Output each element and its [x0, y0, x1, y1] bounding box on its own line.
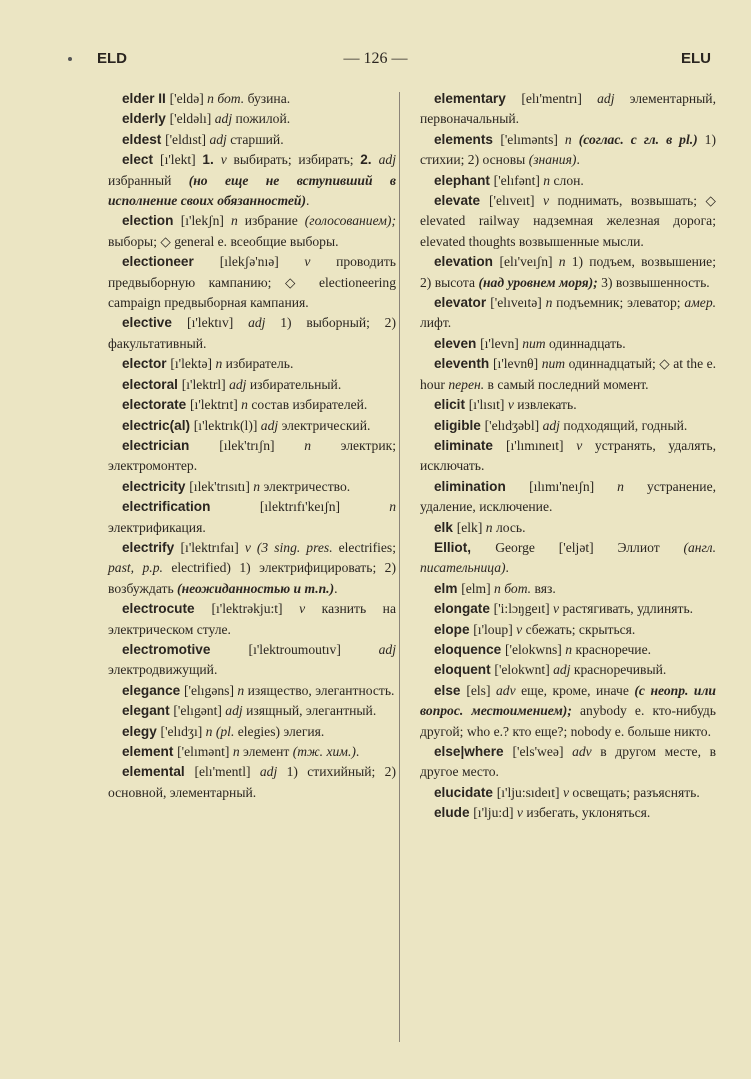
entry-text: n	[237, 682, 248, 698]
entry-text: [ı'levnθ]	[493, 356, 542, 372]
entry-text: [ı'lısıt]	[468, 397, 508, 413]
entry-text: adj	[248, 315, 281, 331]
entry-text: [ı'loup]	[473, 621, 517, 637]
dictionary-entry	[108, 354, 396, 374]
entry-text: [els]	[466, 682, 496, 698]
left-guide-word: ELD	[97, 50, 127, 67]
entry-text: [ı'lektıv]	[187, 315, 249, 331]
dictionary-entry	[420, 640, 716, 660]
entry-text: лифт.	[420, 315, 452, 331]
entry-text: старший.	[230, 131, 284, 147]
entry-text: v	[576, 437, 595, 453]
entry-text: [ı'lektrl]	[181, 376, 230, 392]
entry-text: (голосованием);	[304, 213, 396, 229]
entry-text: ['elıdʒı]	[160, 723, 206, 739]
entry-text: ['elıgəns]	[183, 682, 238, 698]
entry-text: ['elımənt]	[177, 744, 233, 759]
dictionary-entry	[108, 701, 396, 721]
entry-text: подходящий, годный.	[563, 417, 688, 433]
dictionary-entry	[108, 375, 396, 395]
dictionary-entry	[108, 436, 396, 477]
headword: elephant	[434, 172, 494, 188]
entry-text: v	[553, 601, 563, 617]
headword: elimination	[434, 478, 530, 494]
entry-text: .	[355, 744, 360, 759]
dictionary-entry	[420, 620, 716, 640]
entry-text: ['elımənts]	[500, 131, 565, 147]
headword: Elliot,	[434, 539, 496, 555]
headword: electioneer	[122, 254, 220, 270]
entry-text: выбирать; избирать;	[233, 152, 361, 168]
headword: elucidate	[434, 784, 497, 800]
dictionary-entry	[108, 599, 396, 640]
entry-text: элемент	[243, 744, 293, 759]
dictionary-entry	[108, 109, 396, 129]
entry-text: избирательный.	[249, 376, 342, 392]
entry-text: [ı'lektrık(l)]	[193, 417, 261, 433]
headword: elongate	[434, 601, 494, 617]
dictionary-entry	[420, 477, 716, 518]
headword: element	[122, 744, 178, 759]
headword: eloquence	[434, 641, 506, 657]
headword: elemental	[122, 764, 195, 780]
entry-text: (над уровнем моря);	[478, 274, 602, 290]
entry-text: (но еще не вступивший в исполнение своих обязанностей)	[108, 172, 397, 209]
entry-text: еще, кроме, иначе	[521, 682, 635, 698]
entry-text: n	[232, 744, 244, 759]
entry-text: извлекать.	[517, 397, 577, 413]
entry-text: ['elıfənt]	[493, 172, 544, 188]
dictionary-entry	[420, 334, 716, 354]
entry-text: [ı'lektrıfaı]	[180, 539, 245, 555]
entry-text: n	[558, 254, 572, 270]
entry-text: (англ. писательница)	[420, 539, 716, 576]
dictionary-entry	[420, 660, 716, 680]
entry-text: сбежать; скрыться.	[525, 621, 636, 637]
headword: elm	[434, 580, 462, 596]
page-number: — 126 —	[343, 50, 408, 67]
entry-text: adj	[597, 91, 630, 106]
entry-text: [ılekʃə'nıə]	[219, 254, 305, 270]
entry-text: 3) возвышенность.	[601, 274, 710, 290]
entry-text: пожилой.	[235, 111, 291, 127]
headword: electrician	[122, 437, 220, 453]
headword: elective	[122, 315, 188, 331]
entry-text: одиннадцатый; ◇ at the e. hour	[420, 356, 717, 392]
entry-text: n	[545, 295, 557, 311]
entry-text: одиннадцать.	[549, 335, 626, 351]
entry-text: слон.	[553, 172, 584, 188]
headword: elegant	[122, 703, 174, 719]
entry-text: [ılımı'neıʃn]	[529, 478, 618, 494]
dictionary-entry	[420, 436, 716, 477]
entry-text: adj	[378, 152, 396, 168]
left-column	[108, 89, 396, 803]
dictionary-entry	[108, 742, 396, 762]
entry-text: num	[541, 356, 569, 372]
entry-text: элементарный, первоначальный.	[420, 91, 716, 127]
dictionary-entry	[420, 579, 716, 599]
headword: elegance	[122, 682, 184, 698]
entry-text: 1) выборный; 2) факультативный.	[108, 315, 396, 351]
headword: elementary	[434, 91, 522, 106]
entry-text: ['i:lɔŋgeıt]	[493, 601, 554, 617]
entry-text: n	[215, 356, 226, 372]
entry-text: num	[522, 335, 550, 351]
entry-text: избегать, уклоняться.	[526, 805, 651, 821]
headword: 2.	[360, 152, 379, 168]
entry-text: электродвижущий.	[108, 662, 218, 678]
headword: elegy	[122, 723, 161, 739]
dictionary-entry	[420, 171, 716, 191]
dictionary-entry	[108, 150, 396, 211]
entry-text: (тж. хим.)	[292, 744, 356, 759]
headword: elevation	[434, 254, 500, 270]
dictionary-entry	[108, 313, 396, 354]
entry-text: n	[565, 641, 576, 657]
entry-text: ['elokwns]	[505, 641, 566, 657]
dictionary-entry	[420, 783, 716, 803]
entry-text: n (pl.	[205, 723, 238, 739]
entry-text: казнить на электрическом стуле.	[108, 601, 396, 637]
headword: elk	[434, 519, 457, 535]
headword: election	[122, 213, 181, 229]
headword: eleventh	[434, 356, 494, 372]
headword: electrify	[122, 539, 181, 555]
entry-text: .	[576, 152, 580, 168]
entry-text: избрание	[244, 213, 305, 229]
dictionary-entry	[420, 293, 716, 334]
entry-text: [elı'veıʃn]	[499, 254, 559, 270]
entry-text: электрификация.	[108, 519, 206, 535]
entry-text: .	[334, 580, 338, 596]
entry-text: [elk]	[456, 519, 486, 535]
headword: else|where	[434, 744, 513, 759]
entry-text: (неожиданностью и т.п.)	[177, 580, 335, 596]
entry-text: adj	[378, 641, 396, 657]
entry-text: n	[485, 519, 496, 535]
dictionary-entry	[420, 130, 716, 171]
entry-text: подъемник; элеватор;	[556, 295, 685, 311]
entry-text: [elm]	[461, 580, 495, 596]
headword: electrification	[122, 499, 260, 515]
entry-text: ['eldıst]	[165, 131, 210, 147]
dictionary-entry	[108, 89, 396, 109]
entry-text: .	[505, 560, 509, 576]
entry-text: красноречивый.	[573, 662, 667, 678]
entry-text: электрик; электромонтер.	[108, 437, 396, 474]
entry-text: n	[241, 397, 252, 413]
entry-text: ['eldəlı]	[169, 111, 215, 127]
entry-text: n	[253, 478, 264, 494]
entry-text: [ılek'trısıtı]	[189, 478, 254, 494]
dictionary-entry	[108, 416, 396, 436]
entry-text: красноречие.	[575, 641, 652, 657]
entry-text: n	[543, 172, 554, 188]
dictionary-entry	[108, 762, 396, 803]
headword: eleven	[434, 335, 481, 351]
entry-text: в другом месте, в другое место.	[420, 744, 717, 780]
headword: eloquent	[434, 662, 495, 678]
dictionary-entry	[420, 538, 716, 579]
entry-text: n бот.	[494, 580, 535, 596]
headword: eldest	[122, 131, 166, 147]
headword: elicit	[434, 397, 469, 413]
headword: electromotive	[122, 641, 249, 657]
headword: eligible	[434, 417, 485, 433]
dictionary-entry	[420, 742, 716, 783]
headword: elude	[434, 805, 474, 821]
entry-text: adv	[495, 682, 522, 698]
entry-text: (с неопр. или вопрос. местоимением);	[420, 682, 716, 719]
entry-text: n	[389, 499, 396, 515]
entry-text: ['els'weə]	[512, 744, 573, 759]
entry-text: ['elıveıt]	[489, 193, 543, 209]
dictionary-entry	[108, 497, 396, 538]
dictionary-entry	[420, 191, 716, 252]
entry-text: устранять, удалять, исключать.	[420, 437, 716, 474]
entry-text: [elı'mentl]	[194, 764, 260, 780]
headword: elder II	[122, 91, 170, 106]
entry-text: [elı'mentrı]	[521, 91, 598, 106]
entry-text: изящество, элегантность.	[247, 682, 395, 698]
dictionary-entry	[108, 130, 396, 150]
headword: electric(al)	[122, 417, 194, 433]
entry-text: [ı'lektrıt]	[190, 397, 242, 413]
entry-text: n	[617, 478, 647, 494]
entry-text: избранный	[108, 172, 189, 188]
dictionary-entry	[108, 681, 396, 701]
entry-text: v	[507, 397, 518, 413]
entry-text: [ı'lektroumoutıv]	[248, 641, 379, 657]
entry-text: .	[305, 193, 310, 209]
dictionary-entry	[108, 211, 396, 252]
entry-text: избиратель.	[225, 356, 294, 372]
entry-text: adv	[572, 744, 601, 759]
dictionary-entry	[420, 395, 716, 415]
entry-text: adj	[209, 131, 231, 147]
entry-text: 1) стихийный; 2) основной, элементарный.	[108, 764, 396, 800]
entry-text: v	[220, 152, 234, 168]
entry-text: ['elıgənt]	[173, 703, 226, 719]
entry-text: [ı'lımıneıt]	[505, 437, 577, 453]
entry-text: [ılektrıfı'keıʃn]	[259, 499, 390, 515]
dictionary-entry	[420, 681, 716, 742]
entry-text: George ['eljət] Эллиот	[495, 539, 684, 555]
entry-text: v	[516, 621, 526, 637]
entry-text: electrified) 1) электрифицировать; 2) возбуждать	[108, 560, 396, 596]
entry-text: n	[304, 437, 341, 453]
headword: electorate	[122, 397, 191, 413]
entry-text: изящный, элегантный.	[246, 703, 377, 719]
entry-text: elegies) элегия.	[237, 723, 325, 739]
entry-text: n	[564, 131, 579, 147]
entry-text: лось.	[495, 519, 526, 535]
headword: elderly	[122, 111, 170, 127]
headword: elevate	[434, 193, 489, 209]
headword: elope	[434, 621, 474, 637]
entry-text: [ı'lekt]	[160, 152, 203, 168]
entry-text: [ılek'trıʃn]	[219, 437, 305, 453]
dictionary-entry	[108, 722, 396, 742]
entry-text: амер.	[684, 295, 717, 311]
entry-text: (соглас. с гл. в pl.)	[578, 131, 705, 147]
headword: elector	[122, 356, 171, 372]
entry-text: ['eldə]	[169, 91, 208, 106]
headword: elements	[434, 131, 501, 147]
entry-text: adj	[553, 662, 574, 678]
dictionary-entry	[108, 252, 396, 313]
headword: else	[434, 682, 467, 698]
dictionary-entry	[108, 538, 396, 599]
entry-text: проводить предвыборную кампанию; ◇ electioneering campaign предвыборная кампания.	[108, 254, 396, 311]
headword: elect	[122, 152, 161, 168]
entry-text: [ı'lektrəkju:t]	[211, 601, 300, 617]
entry-text: adj	[259, 764, 287, 780]
entry-text: вяз.	[534, 580, 556, 596]
entry-text: поднимать, возвышать; ◇ elevated railway надземная железная дорога; elevated thoughts возвышенные мысли.	[420, 193, 716, 249]
entry-text: [ı'lju:sıdeıt]	[496, 784, 563, 800]
dictionary-entry	[420, 252, 716, 293]
entry-text: ['elıveıtə]	[490, 295, 546, 311]
entry-text: ['elıdʒəbl]	[484, 417, 543, 433]
entry-text: устранение, удаление, исключение.	[420, 478, 716, 515]
dictionary-entry	[420, 599, 716, 619]
entry-text: [ı'lju:d]	[473, 805, 517, 821]
entry-text: adj	[542, 417, 564, 433]
dictionary-entry	[420, 518, 716, 538]
entry-text: состав избирателей.	[251, 397, 368, 413]
headword: eliminate	[434, 437, 506, 453]
entry-text: v	[299, 601, 322, 617]
entry-text: электрический.	[281, 417, 371, 433]
headword: elevator	[434, 295, 491, 311]
entry-text: anybody e. кто-нибудь другой; who e.? кто еще?; nobody e. больше никто.	[420, 703, 717, 739]
entry-text: освещать; разъяснять.	[572, 784, 700, 800]
entry-text: в самый последний момент.	[487, 376, 649, 392]
dictionary-entry	[420, 354, 716, 395]
dictionary-entry	[108, 477, 396, 497]
dictionary-entry	[108, 640, 396, 681]
entry-text: n	[230, 213, 245, 229]
entry-text: ['elokwnt]	[494, 662, 554, 678]
entry-text: электричество.	[263, 478, 351, 494]
right-guide-word: ELU	[681, 50, 711, 67]
entry-text: adj	[229, 376, 250, 392]
dictionary-entry	[420, 416, 716, 436]
entry-text: [ı'lektə]	[170, 356, 216, 372]
entry-text: v	[542, 193, 558, 209]
entry-text: electrifies;	[338, 539, 396, 555]
entry-text: v (3 sing. pres.	[244, 539, 339, 555]
right-column	[420, 89, 716, 824]
entry-text: 1) подъем, возвышение; 2) высота	[420, 254, 716, 290]
entry-text: перен.	[448, 376, 488, 392]
page-header	[0, 50, 751, 74]
entry-text: выборы; ◇ general e. всеобщие выборы.	[108, 233, 339, 249]
entry-text: [ı'lekʃn]	[180, 213, 231, 229]
headword: electoral	[122, 376, 182, 392]
entry-text: 1) стихии; 2) основы	[420, 131, 716, 168]
entry-text: v	[562, 784, 573, 800]
column-divider	[399, 92, 400, 1042]
dictionary-entry	[420, 89, 716, 130]
entry-text: растягивать, удлинять.	[562, 601, 694, 617]
entry-text: n бот.	[207, 91, 248, 106]
entry-text: (знания)	[528, 152, 577, 168]
entry-text: бузина.	[247, 91, 291, 106]
headword: electrocute	[122, 601, 212, 617]
headword: electricity	[122, 478, 190, 494]
headword: 1.	[202, 152, 221, 168]
entry-text: v	[304, 254, 337, 270]
entry-text: adj	[260, 417, 282, 433]
entry-text: adj	[225, 703, 247, 719]
dictionary-entry	[108, 395, 396, 415]
entry-text: adj	[214, 111, 236, 127]
entry-text: v	[516, 805, 527, 821]
entry-text: past, p.p.	[108, 560, 172, 576]
entry-text: [ı'levn]	[480, 335, 523, 351]
dictionary-entry	[420, 803, 716, 823]
